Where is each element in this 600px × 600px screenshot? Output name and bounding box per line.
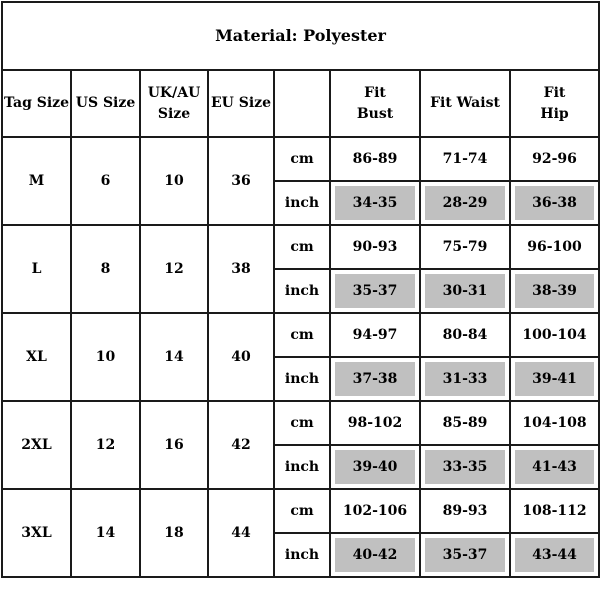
header-tag-size: Tag Size — [2, 70, 71, 137]
waist-inch-cell: 28-29 — [420, 181, 510, 225]
waist-cm-cell: 80-84 — [420, 313, 510, 357]
hip-cm-cell: 96-100 — [510, 225, 599, 269]
size-row-cm — [2, 313, 599, 357]
ukau-size-cell: 18 — [140, 489, 208, 577]
eu-size-cell: 44 — [208, 489, 274, 577]
bust-cm-cell: 86-89 — [330, 137, 420, 181]
size-row-cm — [2, 489, 599, 533]
bust-inch-cell: 37-38 — [330, 357, 420, 401]
hip-cm-cell: 108-112 — [510, 489, 599, 533]
size-chart-table — [1, 1, 600, 578]
waist-inch-cell: 35-37 — [420, 533, 510, 577]
bust-inch-cell: 35-37 — [330, 269, 420, 313]
unit-cm-cell: cm — [274, 313, 330, 357]
waist-cm-cell: 71-74 — [420, 137, 510, 181]
unit-inch-cell: inch — [274, 269, 330, 313]
eu-size-cell: 36 — [208, 137, 274, 225]
ukau-size-cell: 16 — [140, 401, 208, 489]
waist-inch-cell: 30-31 — [420, 269, 510, 313]
header-fit-waist: Fit Waist — [420, 70, 510, 137]
eu-size-cell: 40 — [208, 313, 274, 401]
hip-inch-cell: 43-44 — [510, 533, 599, 577]
unit-cm-cell: cm — [274, 489, 330, 533]
bust-cm-cell: 102-106 — [330, 489, 420, 533]
us-size-cell: 10 — [71, 313, 140, 401]
header-ukau-size — [140, 70, 208, 137]
header-hip-line1: Fit — [543, 85, 566, 102]
header-hip-line2: Hip — [540, 105, 569, 122]
header-us-size: US Size — [71, 70, 140, 137]
bust-inch-cell: 40-42 — [330, 533, 420, 577]
bust-cm-cell: 94-97 — [330, 313, 420, 357]
hip-cm-cell: 92-96 — [510, 137, 599, 181]
hip-cm-cell: 100-104 — [510, 313, 599, 357]
size-row-cm — [2, 401, 599, 445]
tag-size-cell: 2XL — [2, 401, 71, 489]
header-eu-size: EU Size — [208, 70, 274, 137]
header-row — [2, 70, 599, 137]
tag-size-cell: 3XL — [2, 489, 71, 577]
bust-cm-cell: 90-93 — [330, 225, 420, 269]
tag-size-cell: L — [2, 225, 71, 313]
size-row-cm — [2, 137, 599, 181]
unit-inch-cell: inch — [274, 445, 330, 489]
ukau-size-cell: 14 — [140, 313, 208, 401]
hip-cm-cell: 104-108 — [510, 401, 599, 445]
waist-cm-cell: 89-93 — [420, 489, 510, 533]
unit-cm-cell: cm — [274, 137, 330, 181]
tag-size-cell: M — [2, 137, 71, 225]
bust-inch-cell: 34-35 — [330, 181, 420, 225]
header-bust-line1: Fit — [364, 85, 386, 102]
eu-size-cell: 42 — [208, 401, 274, 489]
hip-inch-cell: 41-43 — [510, 445, 599, 489]
unit-cm-cell: cm — [274, 401, 330, 445]
hip-inch-cell: 36-38 — [510, 181, 599, 225]
size-row-cm — [2, 225, 599, 269]
waist-cm-cell: 75-79 — [420, 225, 510, 269]
us-size-cell: 12 — [71, 401, 140, 489]
us-size-cell: 6 — [71, 137, 140, 225]
ukau-size-cell: 12 — [140, 225, 208, 313]
hip-inch-cell: 39-41 — [510, 357, 599, 401]
header-unit — [274, 70, 330, 137]
us-size-cell: 14 — [71, 489, 140, 577]
header-ukau-line2: Size — [157, 105, 191, 122]
header-fit-hip — [510, 70, 599, 137]
header-bust-line2: Bust — [356, 105, 394, 122]
bust-cm-cell: 98-102 — [330, 401, 420, 445]
us-size-cell: 8 — [71, 225, 140, 313]
bust-inch-cell: 39-40 — [330, 445, 420, 489]
unit-inch-cell: inch — [274, 357, 330, 401]
tag-size-cell: XL — [2, 313, 71, 401]
waist-inch-cell: 31-33 — [420, 357, 510, 401]
unit-inch-cell: inch — [274, 533, 330, 577]
ukau-size-cell: 10 — [140, 137, 208, 225]
waist-inch-cell: 33-35 — [420, 445, 510, 489]
chart-title: Material: Polyester — [2, 2, 599, 70]
title-row — [2, 2, 599, 70]
header-ukau-line1: UK/AU — [147, 85, 201, 102]
waist-cm-cell: 85-89 — [420, 401, 510, 445]
hip-inch-cell: 38-39 — [510, 269, 599, 313]
unit-inch-cell: inch — [274, 181, 330, 225]
header-fit-bust — [330, 70, 420, 137]
unit-cm-cell: cm — [274, 225, 330, 269]
eu-size-cell: 38 — [208, 225, 274, 313]
